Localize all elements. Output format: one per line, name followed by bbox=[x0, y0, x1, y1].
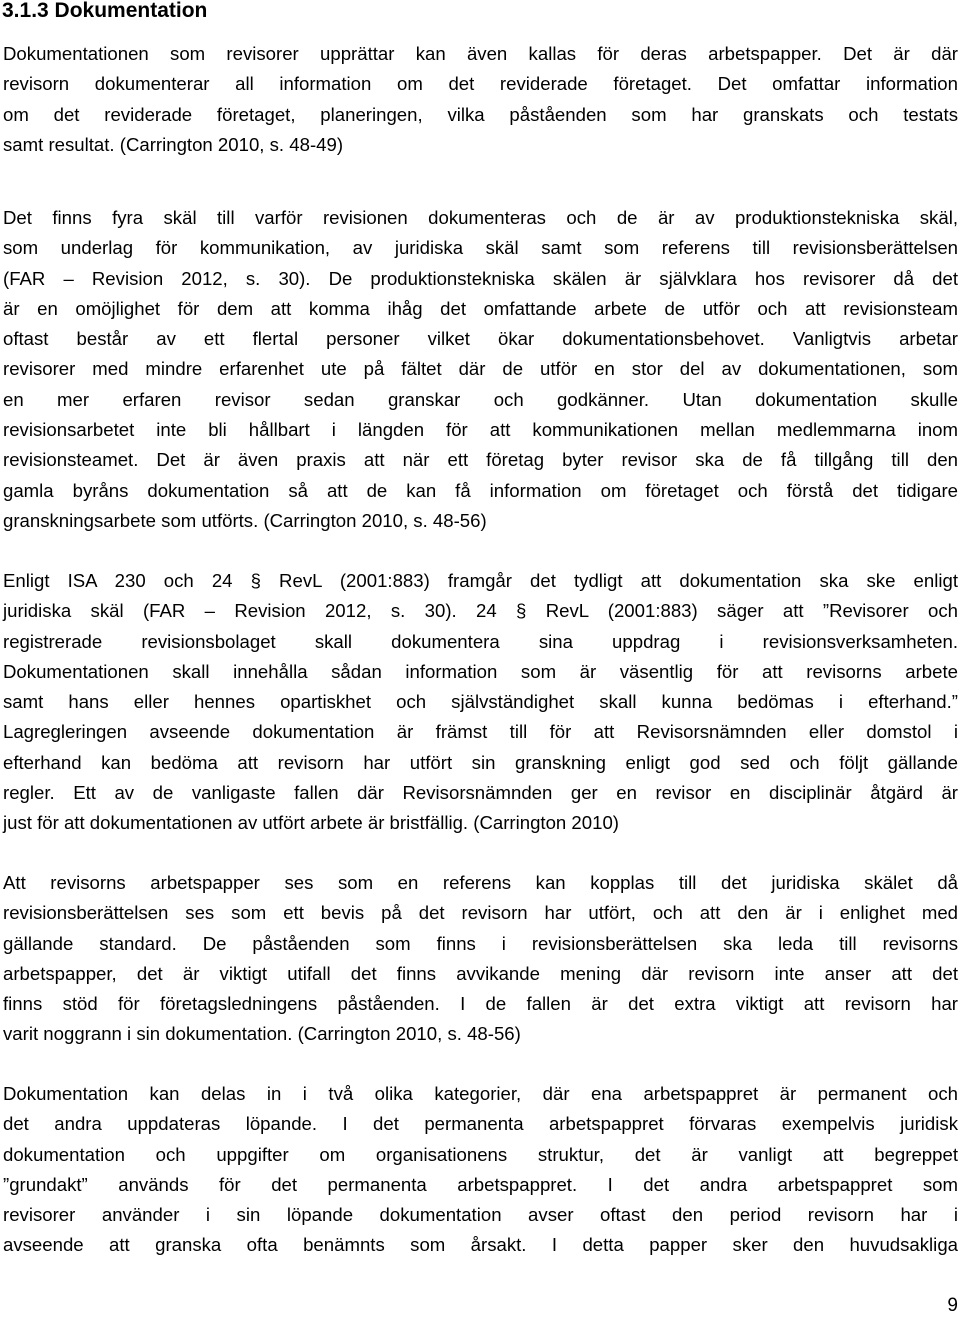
text-line: oftast består av ett flertal personer vilket ökar dokumentationsbehovet. Vanligtvis arbetar bbox=[3, 328, 958, 350]
paragraph-5 bbox=[3, 1079, 958, 1261]
text-line: om det reviderade företaget, planeringen, vilka påståenden som har granskats och testats bbox=[3, 103, 958, 125]
text-line: samt hans eller hennes opartiskhet och självständighet skall kunna bedömas i efterhand.” bbox=[3, 691, 958, 713]
text-line: Att revisorns arbetspapper ses som en referens kan kopplas till det juridiska skälet då bbox=[3, 872, 958, 893]
text-line: just för att dokumentationen av utfört arbete är bristfällig. (Carrington 2010) bbox=[3, 812, 619, 834]
text-line: efterhand kan bedöma att revisorn har utfört sin granskning enligt god sed och följt gällande bbox=[3, 751, 958, 773]
text-line: revisorer med mindre erfarenhet ute på fältet där de utför en stor del av dokumentationen, som bbox=[3, 358, 958, 380]
text-line: som underlag för kommunikation, av juridiska skäl samt som referens till revisionsberättelsen bbox=[3, 237, 958, 259]
paragraph-1 bbox=[3, 39, 958, 160]
text-line: Lagregleringen avseende dokumentation är främst till för att Revisorsnämnden eller domstol i bbox=[3, 721, 958, 743]
paragraph-2 bbox=[3, 203, 958, 536]
text-line: granskningsarbete som utförts. (Carrington 2010, s. 48-56) bbox=[3, 509, 487, 531]
text-line: registrerade revisionsbolaget skall dokumentera sina uppdrag i revisionsverksamheten. bbox=[3, 630, 958, 652]
text-line: gamla byråns dokumentation så att de kan få information om företaget och förstå det tidigare bbox=[3, 479, 958, 501]
text-line: avseende att granska ofta benämnts som årsakt. I detta papper sker den huvudsakliga bbox=[3, 1234, 958, 1256]
text-line: arbetspapper, det är viktigt utifall det finns avvikande mening där revisorn inte anser att det bbox=[3, 962, 958, 984]
text-line: juridiska skäl (FAR – Revision 2012, s. 30). 24 § RevL (2001:883) säger att ”Revisorer och bbox=[3, 600, 958, 622]
text-line: revisionsteamet. Det är även praxis att när ett företag byter revisor ska de få tillgång till den bbox=[3, 449, 958, 471]
text-line: är en omöjlighet för dem att komma ihåg det omfattande arbete de utför och att revisionsteam bbox=[3, 297, 958, 319]
text-line: det andra uppdateras löpande. I det permanenta arbetspappret förvaras exempelvis juridisk bbox=[3, 1113, 958, 1135]
text-line: samt resultat. (Carrington 2010, s. 48-49) bbox=[3, 133, 344, 155]
text-line: en mer erfaren revisor sedan granskar och godkänner. Utan dokumentation skulle bbox=[3, 388, 958, 410]
text-line: ”grundakt” används för det permanenta arbetspappret. I det andra arbetspappret som bbox=[3, 1173, 958, 1195]
text-line: Dokumentationen som revisorer upprättar kan även kallas för deras arbetspapper. Det är där bbox=[3, 43, 958, 64]
text-line: dokumentation och uppgifter om organisationens struktur, det är vanligt att begreppet bbox=[3, 1143, 958, 1165]
text-line: Dokumentation kan delas in i två olika kategorier, där ena arbetspappret är permanent och bbox=[3, 1083, 958, 1104]
text-line: Dokumentationen skall innehålla sådan information som är väsentlig för att revisorns arbete bbox=[3, 660, 958, 682]
text-line: revisorer använder i sin löpande dokumentation avser oftast den period revisorn har i bbox=[3, 1204, 958, 1226]
text-line: revisionsberättelsen ses som ett bevis på det revisorn har utfört, och att den är i enlighet med bbox=[3, 902, 958, 924]
text-line: Enligt ISA 230 och 24 § RevL (2001:883) framgår det tydligt att dokumentation ska ske enligt bbox=[3, 570, 958, 591]
text-line: gällande standard. De påståenden som finns i revisionsberättelsen ska leda till revisorns bbox=[3, 932, 958, 954]
text-line: varit noggrann i sin dokumentation. (Carrington 2010, s. 48-56) bbox=[3, 1023, 521, 1045]
text-line: Det finns fyra skäl till varför revisionen dokumenteras och de är av produktionstekniska skäl, bbox=[3, 207, 958, 228]
text-line: revisorn dokumenterar all information om det reviderade företaget. Det omfattar information bbox=[3, 73, 958, 95]
section-heading: 3.1.3 Dokumentation bbox=[2, 0, 208, 22]
page-number: 9 bbox=[947, 1295, 958, 1316]
paragraph-4 bbox=[3, 868, 958, 1050]
text-line: revisionsarbetet inte bli hållbart i längden för att kommunikationen mellan medlemmarna inom bbox=[3, 419, 958, 441]
text-line: finns stöd för företagsledningens påståenden. I de fallen är det extra viktigt att revisorn har bbox=[3, 993, 958, 1015]
paragraph-3 bbox=[3, 566, 958, 839]
text-line: regler. Ett av de vanligaste fallen där Revisorsnämnden ger en revisor en disciplinär åtgärd är bbox=[3, 782, 958, 804]
text-line: (FAR – Revision 2012, s. 30). De produktionstekniska skälen är självklara hos revisorer då det bbox=[3, 267, 958, 289]
